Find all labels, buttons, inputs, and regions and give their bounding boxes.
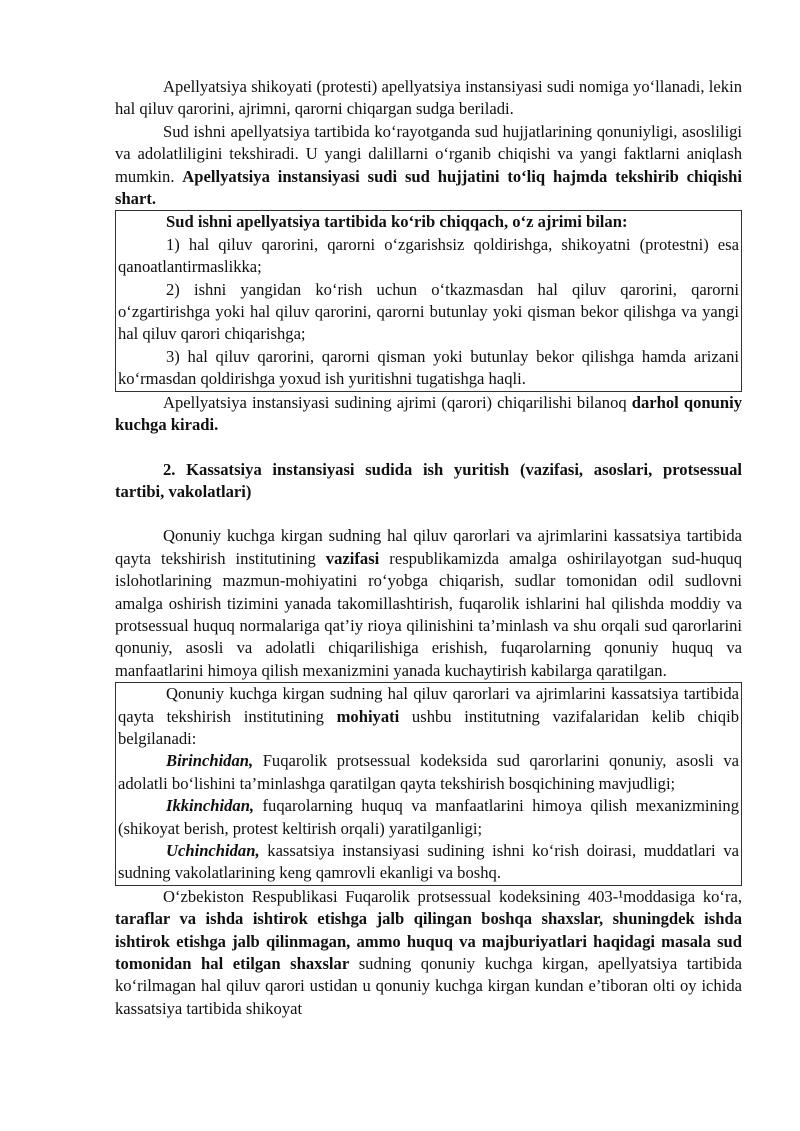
- item-text: Fuqarolik protsessual kodeksida sud qarorlarini qonuniy, asosli va adolatli bo‘lishini ta’minlashga qaratilgan qayta tekshirish bosqichining mavjudligi;: [118, 751, 739, 793]
- appeal-powers-box: [115, 210, 742, 391]
- cassation-essence-box: [115, 682, 742, 886]
- list-item: [118, 750, 739, 795]
- item-label: Birinchidan,: [166, 751, 254, 771]
- spacer: [115, 437, 742, 459]
- box-title: Sud ishni apellyatsiya tartibida ko‘rib chiqqach, o‘z ajrimi bilan:: [166, 212, 628, 232]
- section-heading: 2. Kassatsiya instansiyasi sudida ish yuritish (vazifasi, asoslari, protsessual tartibi, vakolatlari): [115, 459, 742, 501]
- paragraph-text: Qonuniy kuchga kirgan sudning hal qiluv qarorlari va ajrimlarini kassatsiya tartibida qayta tekshirish institutining: [115, 526, 742, 568]
- paragraph-text: respublikamizda amalga oshirilayotgan sud-huquq islohotlarining mazmun-mohiyatini ro‘yobga chiqarish, sudlar tomonidan odil sudlovni amalga oshirish tizimini yanada takomillashtirish, fuqarolik ishlarini hal qilishda moddiy va protsessual huquq normalariga qat’iy rioya qilinishini ta’minlash va shu orqali sud qarorlarini qonuniy, asosli va adolatli chiqarilishiga erishish, fuqarolarning qonuniy huquq va manfaatlarini himoya qilish mexanizmini yanada kuchaytirish kabilarga qaratilgan.: [115, 548, 742, 680]
- paragraph-article-403: [115, 886, 742, 1020]
- paragraph-bold-text: taraflar va ishda ishtirok etishga jalb qilingan boshqa shaxslar, shuningdek ishda ishtirok etishga jalb qilinmagan, ammo huquq va majburiyatlari haqidagi masala sud tomonidan hal etilgan shaxslar: [115, 909, 742, 974]
- paragraph-appeal-filing: Apellyatsiya shikoyati (protesti) apellyatsiya instansiyasi sudi nomiga yo‘llanadi, lekin hal qiluv qarorini, ajrimni, qarorni chiqargan sudga beriladi.: [115, 77, 742, 119]
- paragraph-appeal-effect: [115, 392, 742, 437]
- document-page: [115, 76, 742, 1020]
- box-intro: [118, 683, 739, 750]
- paragraph-text: Sud ishni apellyatsiya tartibida ko‘rayotganda sud hujjatlarining qonuniyligi, asosliligi va adolatliligini tekshiradi. U yangi dalillarni o‘rganib chiqishi va yangi faktlarni aniqlash mumkin.: [115, 121, 742, 186]
- list-item: 2) ishni yangidan ko‘rish uchun o‘tkazmasdan hal qiluv qarorini, qarorni o‘zgartirishga yoki hal qiluv qarorini, qarorni butunlay yoki qisman bekor qilishga va yangi hal qiluv qarori chiqarishga;: [118, 279, 739, 344]
- paragraph-bold-text: darhol qonuniy kuchga kiradi.: [115, 392, 742, 435]
- item-label: Ikkinchidan,: [166, 796, 255, 816]
- paragraph-text: sudning qonuniy kuchga kirgan, apellyatsiya tartibida ko‘rilmagan hal qiluv qarori ustidan u qonuniy kuchga kirgan kundan e’tiboran olti oy ichida kassatsiya tartibida shikoyat: [115, 954, 742, 1018]
- spacer: [115, 503, 742, 525]
- item-text: fuqarolarning huquq va manfaatlarini himoya qilish mexanizmining (shikoyat berish, protest keltirish orqali) yaratilganligi;: [118, 796, 739, 838]
- paragraph-cassation-task: [115, 525, 742, 682]
- paragraph-text: Apellyatsiya instansiyasi sudining ajrimi (qarori) chiqarilishi bilanoq: [163, 392, 632, 412]
- paragraph-appeal-review: [115, 121, 742, 211]
- paragraph-text: ushbu institutning vazifalaridan kelib chiqib belgilanadi:: [118, 706, 739, 748]
- list-item: 3) hal qiluv qarorini, qarorni qisman yoki butunlay bekor qilishga hamda arizani ko‘rmasdan qoldirishga yoxud ish yuritishni tugatishga haqli.: [118, 346, 739, 389]
- paragraph-bold-text: mohiyati: [336, 706, 400, 726]
- item-label: Uchinchidan,: [166, 841, 260, 860]
- item-text: kassatsiya instansiyasi sudining ishni ko‘rish doirasi, muddatlari va sudning vakolatlarining keng qamrovli ekanligi va boshq.: [118, 841, 739, 883]
- list-item: 1) hal qiluv qarorini, qarorni o‘zgarishsiz qoldirishga, shikoyatni (protestni) esa qanoatlantirmaslikka;: [118, 234, 739, 277]
- paragraph-text: O‘zbekiston Respublikasi Fuqarolik protsessual kodeksining 403-¹moddasiga ko‘ra,: [163, 886, 742, 906]
- list-item: [118, 840, 739, 885]
- paragraph-text: Qonuniy kuchga kirgan sudning hal qiluv qarorlari va ajrimlarini kassatsiya tartibida qayta tekshirish institutining: [118, 684, 739, 726]
- paragraph-bold-text: vazifasi: [325, 548, 380, 568]
- paragraph-bold-text: Apellyatsiya instansiyasi sudi sud hujjatini to‘liq hajmda tekshirib chiqishi shart.: [115, 166, 742, 209]
- list-item: [118, 795, 739, 840]
